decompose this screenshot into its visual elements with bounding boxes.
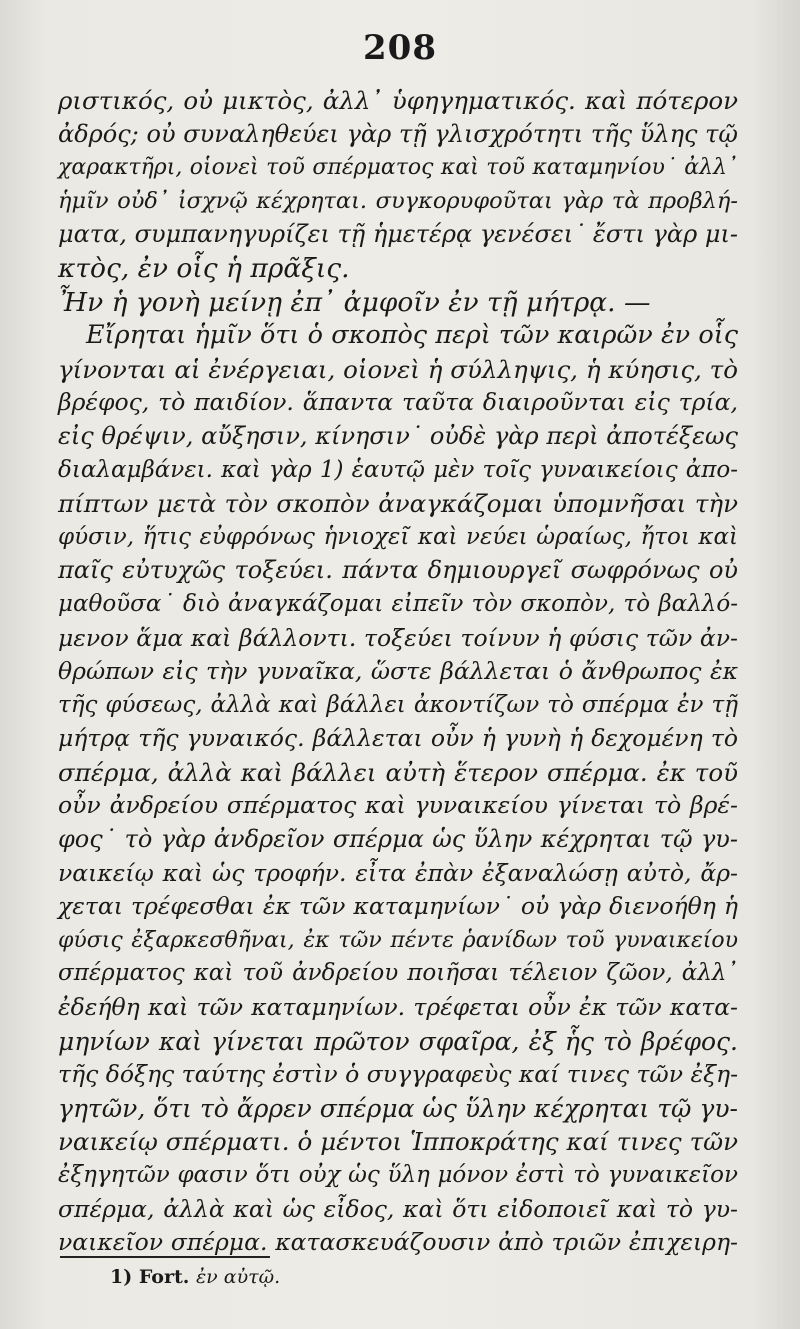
text-line: πίπτων μετὰ τὸν σκοπὸν ἀναγκάζομαι ὑπομνῆσαι τὴν [58, 489, 738, 519]
section-heading-line: Ἦν ἡ γονὴ μείνῃ ἐπ᾽ ἀμφοῖν ἐν τῇ μήτρᾳ. — [58, 286, 651, 318]
text-line: μηνίων καὶ γίνεται πρῶτον σφαῖρα, ἐξ ἧς τὸ βρέφος. [58, 1026, 738, 1056]
text-line: σπέρμα, ἀλλὰ καὶ βάλλει αὐτὴ ἕτερον σπέρμα. ἐκ τοῦ [58, 757, 738, 787]
text-line: σπέρμα, ἀλλὰ καὶ ὡς εἶδος, καὶ ὅτι εἰδοποιεῖ καὶ τὸ γυ- [58, 1194, 738, 1223]
text-line: βρέφος, τὸ παιδίον. ἅπαντα ταῦτα διαιροῦνται εἰς τρία, [58, 388, 738, 417]
footnote-marker: 1) Fort. [110, 1266, 190, 1288]
text-line: χεται τρέφεσθαι ἐκ τῶν καταμηνίων˙ οὐ γὰρ διενοήθη ἡ [58, 892, 738, 921]
text-line: ναικείῳ καὶ ὡς τροφήν. εἶτα ἐπὰν ἐξαναλώσῃ αὐτὸ, ἄρ- [58, 858, 738, 887]
text-line: διαλαμβάνει. καὶ γὰρ 1) ἑαυτῷ μὲν τοῖς γυναικείοις ἀπο- [58, 456, 738, 483]
text-line: οὖν ἀνδρείου σπέρματος καὶ γυναικείου γίνεται τὸ βρέ- [58, 791, 738, 820]
text-line: σπέρματος καὶ τοῦ ἀνδρείου ποιῆσαι τέλειον ζῶον, ἀλλ᾽ [58, 960, 738, 987]
text-line: ἐξηγητῶν φασιν ὅτι οὐχ ὡς ὕλη μόνον ἐστὶ τὸ γυναικεῖον [58, 1162, 738, 1188]
text-line: μήτρᾳ τῆς γυναικός. βάλλεται οὖν ἡ γυνὴ ἡ δεχομένη τὸ [58, 724, 738, 753]
text-line: εἰς θρέψιν, αὔξησιν, κίνησιν˙ οὐδὲ γὰρ περὶ ἀποτέξεως [58, 421, 738, 450]
text-line: ἀδρός; οὐ συναληθεύει γὰρ τῇ γλισχρότητι τῆς ὕλης τῷ [58, 119, 738, 148]
text-line: ματα, συμπανηγυρίζει τῇ ἡμετέρᾳ γενέσει˙ ἔστι γὰρ μι- [58, 220, 738, 249]
text-line: φύσιν, ἥτις εὐφρόνως ἡνιοχεῖ καὶ νεύει ὡραίως, ἤτοι καὶ [58, 523, 738, 550]
text-line: ναικείῳ σπέρματι. ὁ μέντοι Ἱπποκράτης καί τινες τῶν [58, 1127, 738, 1157]
text-line: ἡμῖν οὐδ᾽ ἰσχνῷ κέχρηται. συγκορυφοῦται γὰρ τὰ προβλή- [58, 187, 738, 214]
text-line: ναικεῖον σπέρμα. κατασκευάζουσιν ἀπὸ τριῶν ἐπιχειρη- [58, 1228, 738, 1257]
text-line: ἐδεήθη καὶ τῶν καταμηνίων. τρέφεται οὖν ἐκ τῶν κατα- [58, 993, 738, 1022]
text-line: τῆς φύσεως, ἀλλὰ καὶ βάλλει ἀκοντίζων τὸ σπέρμα ἐν τῇ [58, 691, 738, 718]
text-line: κτὸς, ἐν οἷς ἡ πρᾶξις. [58, 252, 350, 284]
text-line: φος˙ τὸ γὰρ ἀνδρεῖον σπέρμα ὡς ὕλην κέχρηται τῷ γυ- [58, 825, 738, 854]
text-line: θρώπων εἰς τὴν γυναῖκα, ὥστε βάλλεται ὁ ἄνθρωπος ἐκ [58, 657, 738, 686]
text-line: παῖς εὐτυχῶς τοξεύει. πάντα δημιουργεῖ σωφρόνως οὐ [58, 556, 738, 585]
body-text [58, 84, 738, 1260]
paragraph-first-line: Εἴρηται ἡμῖν ὅτι ὁ σκοπὸς περὶ τῶν καιρῶν ἐν οἷς [86, 320, 738, 351]
text-line: χαρακτῆρι, οἱονεὶ τοῦ σπέρματος καὶ τοῦ καταμηνίου˙ ἀλλ᾽ [58, 155, 738, 181]
text-line: μενον ἅμα καὶ βάλλοντι. τοξεύει τοίνυν ἡ φύσις τῶν ἀν- [58, 623, 738, 652]
text-line: γητῶν, ὅτι τὸ ἄρρεν σπέρμα ὡς ὕλην κέχρηται τῷ γυ- [58, 1093, 738, 1123]
text-line: μαθοῦσα˙ διὸ ἀναγκάζομαι εἰπεῖν τὸν σκοπὸν, τὸ βαλλό- [58, 590, 738, 617]
page-number: 208 [363, 28, 437, 68]
footnote-divider [60, 1256, 270, 1258]
footnote [110, 1266, 280, 1288]
text-line: γίνονται αἱ ἐνέργειαι, οἱονεὶ ἡ σύλληψις, ἡ κύησις, τὸ [58, 354, 738, 384]
footnote-text: ἐν αὐτῷ. [195, 1266, 281, 1288]
text-line: τῆς δόξης ταύτης ἐστὶν ὁ συγγραφεὺς καί τινες τῶν ἐξη- [58, 1060, 739, 1089]
text-line: φύσις ἐξαρκεσθῆναι, ἐκ τῶν πέντε ῥανίδων τοῦ γυναικείου [58, 927, 738, 953]
text-line: ριστικός, οὐ μικτὸς, ἀλλ᾽ ὑφηγηματικός. καὶ πότερον [58, 86, 738, 115]
